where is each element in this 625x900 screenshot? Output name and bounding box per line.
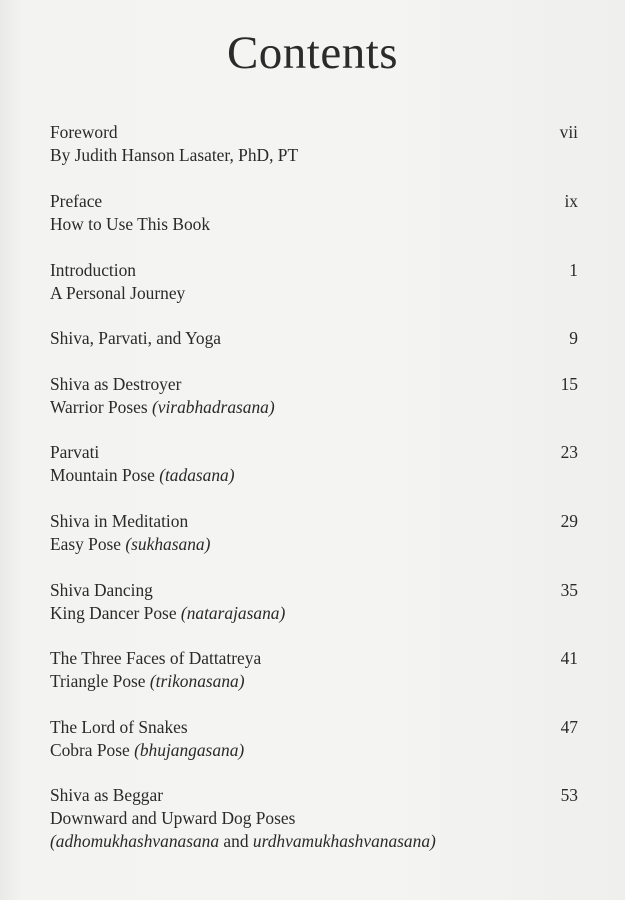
- toc-entry-shiva-dancing: [50, 579, 578, 625]
- sanskrit-name: (natarajasana): [180, 603, 286, 623]
- page-number: 29: [560, 511, 578, 531]
- toc-entry-shiva-meditation: [50, 510, 578, 556]
- toc-entry-dattatreya: [50, 647, 578, 693]
- sanskrit-name: (bhujangasana): [134, 740, 245, 760]
- entry-title: Shiva in Meditation: [50, 511, 189, 531]
- entry-title: Shiva Dancing: [50, 580, 153, 600]
- page-number: 53: [560, 785, 578, 805]
- toc-entry-shiva-beggar: [50, 784, 578, 853]
- pose-name: Cobra Pose: [50, 740, 130, 760]
- entry-subtitle: How to Use This Book: [50, 214, 211, 234]
- entry-subtitle: [50, 670, 578, 693]
- sanskrit-name: (sukhasana): [125, 534, 211, 554]
- toc-entry-preface: [50, 190, 578, 236]
- page-number: 47: [560, 717, 578, 737]
- pose-name: Triangle Pose: [50, 671, 146, 691]
- entry-subtitle: [50, 739, 578, 762]
- toc-entry-introduction: [50, 259, 578, 305]
- page-number: ix: [564, 191, 578, 211]
- page-number: 41: [560, 648, 578, 668]
- toc-entry-shiva-parvati-yoga: [50, 327, 578, 350]
- sanskrit-name: (adhomukhashvanasana: [50, 831, 220, 851]
- page-number: vii: [559, 122, 578, 142]
- entry-title: Shiva as Destroyer: [50, 374, 182, 394]
- toc-entry-lord-of-snakes: [50, 716, 578, 762]
- entry-title: Parvati: [50, 442, 100, 462]
- entry-subtitle: A Personal Journey: [50, 283, 186, 303]
- entry-subtitle: Downward and Upward Dog Poses: [50, 808, 296, 828]
- entry-subtitle: By Judith Hanson Lasater, PhD, PT: [50, 145, 299, 165]
- toc-entry-foreword: [50, 121, 578, 167]
- page-number: 15: [560, 374, 578, 394]
- entry-title: Preface: [50, 191, 103, 211]
- page-number: 1: [569, 260, 578, 280]
- pose-name: Easy Pose: [50, 534, 122, 554]
- entry-title: Shiva, Parvati, and Yoga: [50, 328, 222, 348]
- page-number: 9: [569, 328, 578, 348]
- entry-title: The Lord of Snakes: [50, 717, 188, 737]
- page-number: 35: [560, 580, 578, 600]
- pose-name: King Dancer Pose: [50, 603, 177, 623]
- toc-entry-parvati: [50, 441, 578, 487]
- entry-title: Shiva as Beggar: [50, 785, 164, 805]
- entry-title: Introduction: [50, 260, 136, 280]
- page-number: 23: [560, 442, 578, 462]
- pose-name: Warrior Poses: [50, 397, 148, 417]
- entry-subtitle: [50, 464, 578, 487]
- page-title: Contents: [226, 27, 399, 79]
- toc-entry-shiva-destroyer: [50, 373, 578, 419]
- entry-title: The Three Faces of Dattatreya: [50, 648, 262, 668]
- entry-sanskrit-line: [50, 830, 578, 853]
- entry-subtitle: [50, 533, 578, 556]
- pose-name: Mountain Pose: [50, 465, 155, 485]
- entry-title: Foreword: [50, 122, 118, 142]
- sanskrit-name: urdhvamukhashvanasana): [252, 831, 436, 851]
- sanskrit-name: (virabhadrasana): [151, 397, 275, 417]
- sanskrit-name: (tadasana): [159, 465, 235, 485]
- entry-subtitle: [50, 602, 578, 625]
- conjunction: and: [223, 831, 249, 851]
- sanskrit-name: (trikonasana): [149, 671, 245, 691]
- entry-subtitle: [50, 396, 578, 419]
